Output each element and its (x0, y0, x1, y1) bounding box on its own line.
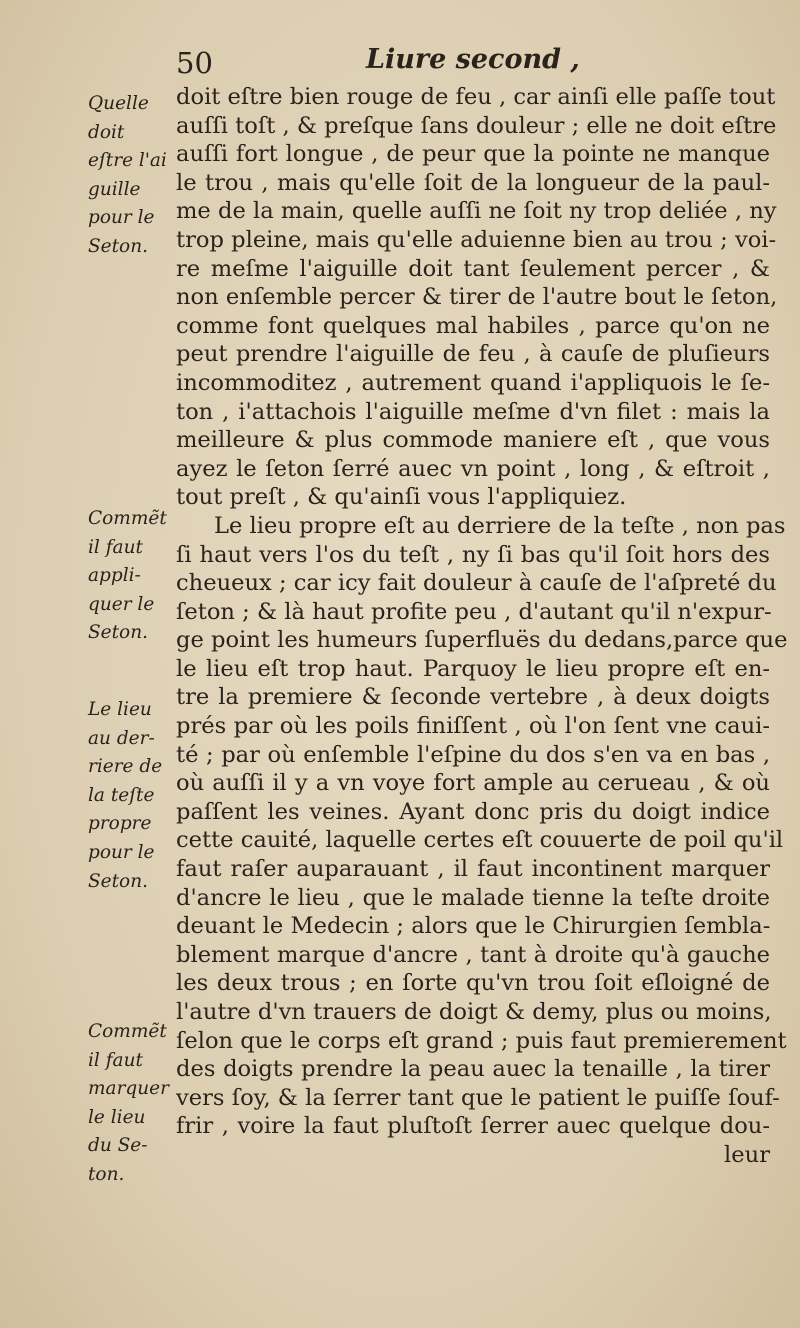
page-number: 50 (176, 46, 213, 80)
body-text (176, 83, 788, 1170)
margin-note-place (88, 696, 174, 896)
text-line: auſſi fort longue , de peur que la pointe ne manque (176, 141, 770, 168)
margin-note-line: ton. (88, 1163, 125, 1185)
text-line: auſſi toſt , & preſque ſans douleur ; elle ne doit eſtre (176, 112, 777, 139)
margin-note-line: quer le (88, 593, 155, 615)
margin-note-line: marquer (88, 1078, 169, 1100)
text-line: ton , i'attachois l'aiguille meſme d'vn filet : mais la (176, 398, 770, 425)
running-title: Liure second , (366, 44, 580, 75)
text-line: d'ancre le lieu , que le malade tienne la teſte droite (176, 884, 770, 911)
margin-note-line: Commẽt (88, 508, 167, 529)
text-line: les deux trous ; en ſorte qu'vn trou ſoit eſloigné de (176, 970, 770, 997)
margin-note-line: riere de (88, 756, 163, 778)
text-line: l'autre d'vn trauers de doigt & demy, plus ou moins, (176, 999, 772, 1025)
text-line: me de la main, quelle auſſi ne ſoit ny trop deliée , ny (176, 198, 777, 225)
text-line: doit eſtre bien rouge de feu , car ainſi elle paſſe tout (176, 84, 776, 110)
page-header (176, 44, 776, 84)
text-line: re meſme l'aiguille doit tant ſeulement percer , & (176, 255, 770, 282)
margin-note-mark (88, 1018, 174, 1190)
margin-note-line: Le lieu (88, 699, 152, 720)
margin-note-line: guille (88, 178, 141, 200)
text-line: frir , voire la faut pluſtoſt ſerrer auec quelque dou- (176, 1113, 770, 1140)
margin-note-line: au der- (88, 727, 155, 749)
margin-note-line: appli- (88, 565, 141, 587)
text-line: tout preſt , & qu'ainſi vous l'appliquiez. (176, 484, 627, 511)
margin-note-line: Seton. (88, 870, 148, 892)
margin-note-line: eſtre l'ai (88, 150, 167, 172)
margin-note-line: pour le (88, 841, 155, 863)
text-line: ge point les humeurs ſuperfluës du dedans,parce que (176, 627, 788, 654)
text-line: peut prendre l'aiguille de feu , à cauſe de pluſieurs (176, 341, 770, 368)
text-line: ſi haut vers l'os du teſt , ny ſi bas qu'il ſoit hors des (176, 541, 770, 568)
margin-note-line: du Se- (88, 1135, 148, 1157)
text-line: ſelon que le corps eſt grand ; puis faut premierement (176, 1027, 787, 1054)
text-line: des doigts prendre la peau auec la tenaille , la tirer (176, 1056, 770, 1083)
margin-note-line: la teſte (88, 784, 155, 806)
text-line: té ; par où enſemble l'eſpine du dos s'en va en bas , (176, 741, 770, 768)
text-line: cheueux ; car icy fait douleur à cauſe de l'aſpreté du (176, 570, 777, 597)
text-line: incommoditez , autrement quand i'appliquois le ſe- (176, 369, 770, 396)
margin-note-line: pour le (88, 207, 155, 229)
margin-note-apply (88, 505, 174, 648)
text-line: cette cauité, laquelle certes eſt couuerte de poil qu'il (176, 827, 784, 854)
margin-note-line: doit (88, 121, 125, 143)
text-line: tre la premiere & ſeconde vertebre , à deux doigts (176, 684, 770, 711)
text-line: ayez le ſeton ſerré auec vn point , long , & eſtroit , (176, 455, 770, 482)
text-line: trop pleine, mais qu'elle aduienne bien au trou ; voi- (176, 226, 777, 253)
text-line: comme font quelques mal habiles , parce qu'on ne (176, 312, 770, 339)
margin-note-line: il faut (88, 536, 143, 558)
text-line: vers ſoy, & la ſerrer tant que le patient le puiſſe ſouf- (176, 1084, 780, 1111)
text-line: où auſſi il y a vn voye fort ample au cerueau , & où (176, 770, 770, 797)
margin-note-line: Commẽt (88, 1021, 167, 1042)
text-line: le trou , mais qu'elle ſoit de la longueur de la paul- (176, 169, 770, 196)
margin-note-needle (88, 90, 174, 262)
margin-note-line: il faut (88, 1049, 143, 1071)
text-line: meilleure & plus commode maniere eſt , que vous (176, 427, 770, 454)
text-line: prés par où les poils finiſſent , où l'on ſent vne caui- (176, 713, 770, 740)
text-line: Le lieu propre eſt au derriere de la teſte , non pas (214, 512, 786, 539)
margin-note-line: le lieu (88, 1106, 146, 1128)
catchword: leur (724, 1141, 770, 1168)
margin-note-line: Seton. (88, 235, 148, 257)
text-line: faut raſer auparauant , il faut incontinent marquer (176, 856, 770, 883)
margin-note-line: propre (88, 813, 152, 835)
margin-note-line: Seton. (88, 622, 148, 644)
text-line: paſſent les veines. Ayant donc pris du doigt indice (176, 798, 770, 825)
text-line: le lieu eſt trop haut. Parquoy le lieu propre eſt en- (176, 655, 770, 682)
margin-note-line: Quelle (88, 93, 149, 114)
text-line: non enſemble percer & tirer de l'autre bout le ſeton, (176, 284, 778, 311)
text-line: blement marque d'ancre , tant à droite qu'à gauche (176, 941, 770, 968)
text-line: ſeton ; & là haut profite peu , d'autant qu'il n'expur- (176, 598, 772, 625)
text-line: deuant le Medecin ; alors que le Chirurgien ſembla- (176, 913, 771, 940)
